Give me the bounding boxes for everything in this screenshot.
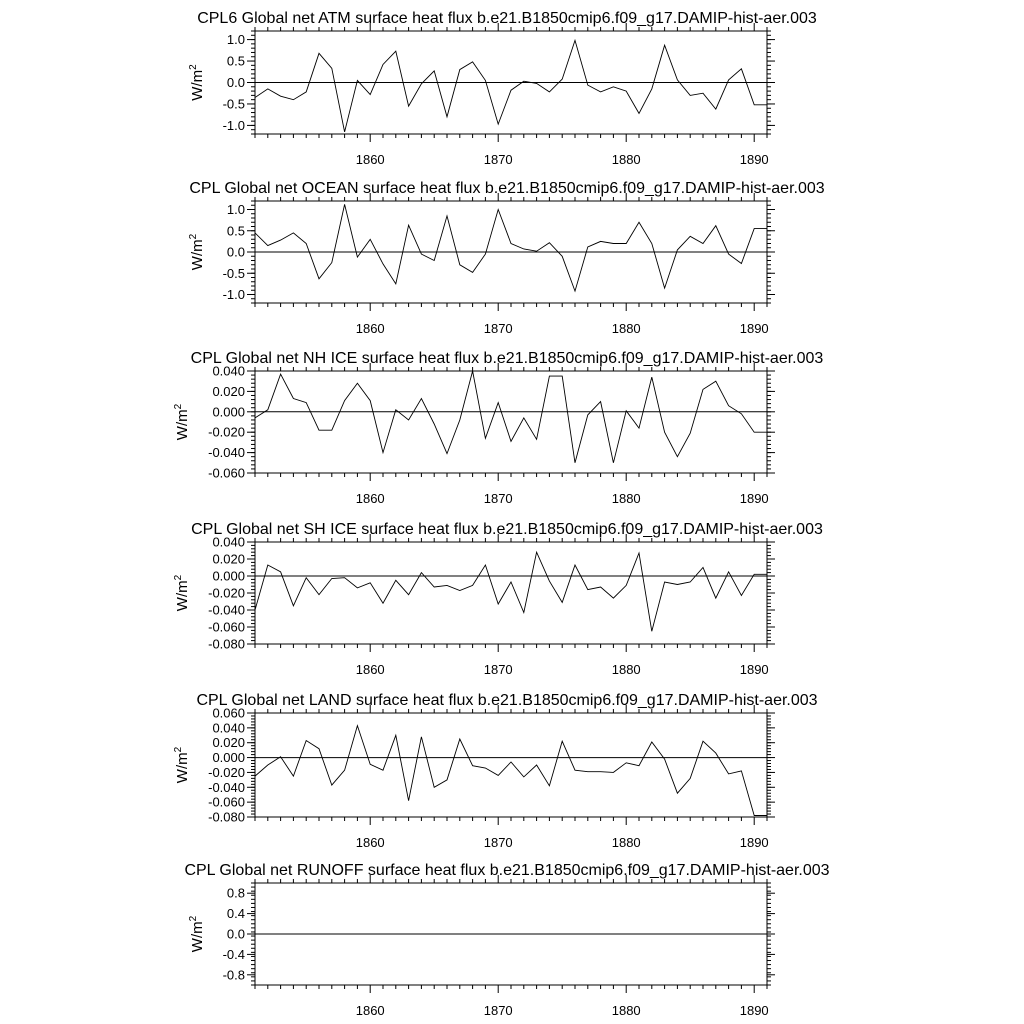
x-tick-label: 1870 (483, 321, 513, 336)
x-tick-label: 1880 (611, 321, 641, 336)
y-axis-label-superscript: 2 (187, 915, 199, 922)
y-axis-label (173, 746, 191, 783)
x-tick-label: 1890 (739, 491, 769, 506)
y-tick-label: 0.000 (212, 404, 245, 420)
x-tick-label: 1860 (355, 152, 385, 167)
x-tick-label: 1870 (483, 835, 513, 850)
y-axis-label (173, 403, 191, 440)
x-tick-label: 1870 (483, 491, 513, 506)
y-tick-label: 0.8 (226, 885, 245, 901)
y-axis-label-superscript: 2 (173, 746, 185, 753)
y-axis-label-text: W/m (188, 921, 206, 953)
y-axis-label-superscript: 2 (187, 233, 199, 240)
y-tick-label: 0.0 (226, 75, 245, 90)
y-tick-label: -0.040 (208, 602, 245, 618)
x-tick-label: 1860 (355, 491, 385, 506)
chart-panel (188, 10, 817, 167)
series-line (255, 371, 767, 463)
y-axis-label-text: W/m (188, 239, 206, 271)
x-tick-label: 1880 (611, 491, 641, 506)
y-tick-label: -0.5 (222, 265, 245, 281)
y-axis-label (173, 574, 191, 611)
y-axis-label-text: W/m (174, 580, 192, 612)
x-tick-label: 1870 (483, 1003, 513, 1018)
y-tick-label: 0.020 (212, 383, 245, 399)
y-axis-label-text: W/m (174, 409, 192, 441)
y-tick-label: -0.040 (208, 779, 245, 795)
y-tick-label: -0.4 (222, 946, 245, 962)
chart-panel (173, 521, 823, 677)
y-axis-label-superscript: 2 (187, 64, 199, 70)
x-tick-label: 1860 (355, 321, 385, 336)
chart-title: CPL Global net OCEAN surface heat flux b.e21.B1850cmip6.f09_g17.DAMIP-hist-aer.003 (189, 180, 825, 197)
y-axis-label-superscript: 2 (173, 403, 185, 410)
y-tick-label: 0.0 (226, 244, 245, 260)
x-tick-label: 1870 (483, 152, 513, 167)
chart-panel (184, 862, 829, 1018)
chart-panel (188, 180, 825, 336)
chart-panel (173, 692, 817, 850)
y-tick-label: -0.080 (208, 636, 245, 652)
y-tick-label: -0.5 (222, 96, 245, 112)
x-tick-label: 1890 (739, 1003, 769, 1018)
y-tick-label: -0.020 (208, 764, 245, 780)
y-tick-label: 0.060 (212, 705, 245, 721)
y-tick-label: 1.0 (226, 32, 245, 48)
chart-title: CPL6 Global net ATM surface heat flux b.e21.B1850cmip6.f09_g17.DAMIP-hist-aer.003 (197, 10, 817, 27)
y-tick-label: 0.000 (212, 568, 245, 584)
y-tick-label: -0.060 (208, 465, 245, 481)
y-axis-label-superscript: 2 (173, 574, 185, 581)
chart-title: CPL Global net LAND surface heat flux b.e21.B1850cmip6.f09_g17.DAMIP-hist-aer.003 (196, 692, 818, 709)
x-tick-label: 1880 (611, 152, 641, 167)
y-axis-label-text: W/m (174, 752, 192, 784)
x-tick-label: 1860 (355, 1003, 385, 1018)
y-tick-label: -1.0 (222, 117, 245, 133)
y-tick-label: 0.0 (226, 926, 245, 942)
series-line (255, 40, 767, 131)
plot-frame (255, 371, 767, 473)
x-tick-label: 1890 (739, 321, 769, 336)
y-tick-label: -1.0 (222, 287, 245, 302)
y-axis-label-text: W/m (188, 69, 206, 101)
y-axis-label (188, 915, 206, 952)
series-line (255, 204, 767, 291)
y-tick-label: 0.040 (212, 363, 245, 379)
y-tick-label: 0.020 (212, 735, 245, 751)
y-tick-label: 0.040 (212, 720, 245, 736)
y-tick-label: 0.5 (226, 53, 245, 69)
y-tick-label: 0.040 (212, 534, 245, 550)
x-tick-label: 1880 (611, 835, 641, 850)
plot-frame (255, 713, 767, 817)
x-tick-label: 1870 (483, 662, 513, 677)
chart-title: CPL Global net NH ICE surface heat flux b.e21.B1850cmip6.f09_g17.DAMIP-hist-aer.003 (190, 350, 824, 367)
x-tick-label: 1880 (611, 662, 641, 677)
y-tick-label: -0.020 (208, 424, 245, 440)
y-tick-label: 0.4 (226, 906, 245, 922)
y-tick-label: -0.040 (208, 445, 245, 461)
y-axis-label (188, 64, 206, 101)
x-tick-label: 1880 (611, 1003, 641, 1018)
x-tick-label: 1860 (355, 835, 385, 850)
y-tick-label: -0.020 (208, 585, 245, 601)
y-tick-label: -0.8 (222, 967, 245, 983)
y-tick-label: -0.060 (208, 619, 245, 635)
chart-title: CPL Global net RUNOFF surface heat flux b.e21.B1850cmip6.f09_g17.DAMIP-hist-aer.003 (184, 862, 830, 879)
x-tick-label: 1890 (739, 152, 769, 167)
y-tick-label: 1.0 (226, 202, 245, 217)
y-axis-label (188, 233, 206, 270)
plot-frame (255, 542, 767, 644)
y-tick-label: 0.000 (212, 750, 245, 766)
y-tick-label: -0.060 (208, 794, 245, 810)
chart-panel (173, 350, 823, 506)
x-tick-label: 1890 (739, 662, 769, 677)
series-line (255, 726, 767, 816)
y-tick-label: 0.020 (212, 551, 245, 567)
y-tick-label: -0.080 (208, 809, 245, 825)
y-tick-label: 0.5 (226, 223, 245, 239)
series-line (255, 552, 767, 631)
chart-title: CPL Global net SH ICE surface heat flux b.e21.B1850cmip6.f09_g17.DAMIP-hist-aer.003 (191, 521, 823, 538)
x-tick-label: 1860 (355, 662, 385, 677)
x-tick-label: 1890 (739, 835, 769, 850)
